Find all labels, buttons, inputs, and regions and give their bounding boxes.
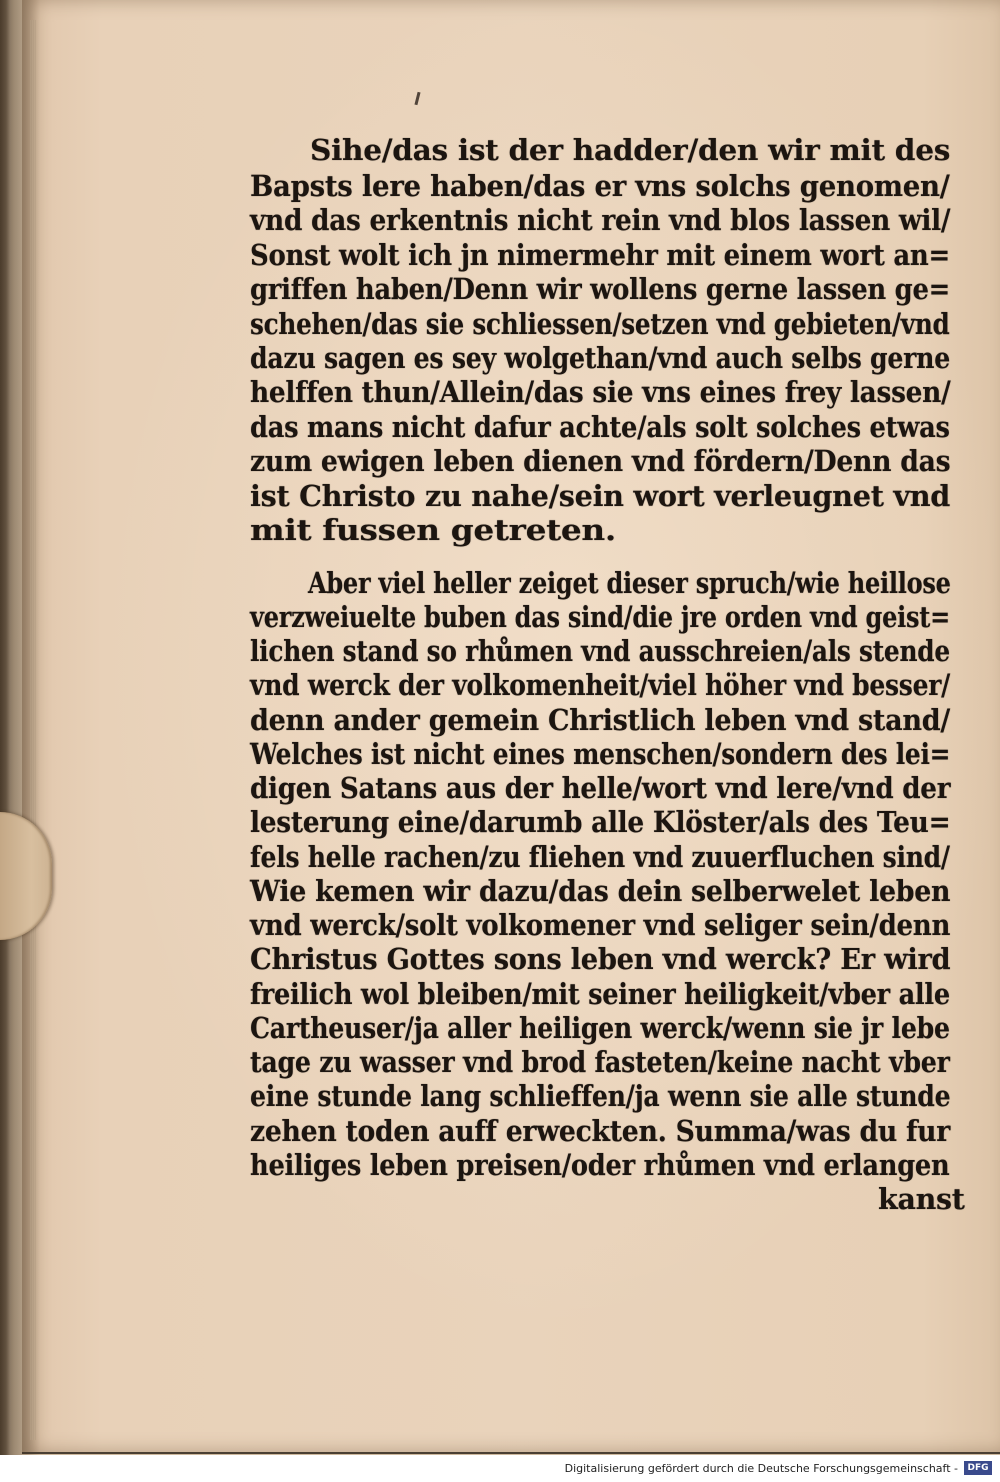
binding-shadow	[0, 0, 40, 1455]
text-line: Sihe/das ist der hadder/den wir mit des	[310, 133, 951, 168]
ink-mark	[414, 92, 420, 105]
text-line: ist Christo zu nahe/sein wort verleugnet vnd	[250, 478, 951, 513]
text-line: das mans nicht dafur achte/als solt solches etwas	[250, 409, 950, 444]
text-line: Welches ist nicht eines menschen/sondern des lei=	[250, 736, 951, 771]
text-line: zum ewigen leben dienen vnd fördern/Denn das	[250, 443, 951, 478]
text-line: Christus Gottes sons leben vnd werck? Er wird	[250, 942, 951, 977]
text-line: denn ander gemein Christlich leben vnd stand/	[250, 702, 950, 737]
text-line: zehen toden auff erweckten. Summa/was du fur	[250, 1113, 951, 1148]
text-line: freilich wol bleiben/mit seiner heiligkeit/vber alle	[250, 976, 950, 1011]
text-line: Sonst wolt ich jn nimermehr mit einem wort an=	[250, 237, 950, 272]
text-line: vnd das erkentnis nicht rein vnd blos lassen wil/	[250, 203, 951, 238]
text-line: tage zu wasser vnd brod fasteten/keine nacht vber	[250, 1045, 950, 1080]
text-line: eine stunde lang schlieffen/ja wenn sie alle stunde	[250, 1079, 951, 1114]
text-line: vnd werck der volkomenheit/viel höher vnd besser/	[250, 668, 951, 703]
text-block	[250, 130, 965, 1216]
text-line: griffen haben/Denn wir wollens gerne lassen ge=	[250, 271, 951, 306]
text-line: mit fussen getreten.	[250, 513, 616, 548]
text-line: Cartheuser/ja aller heiligen werck/wenn sie jr lebe	[250, 1010, 950, 1045]
text-line: digen Satans aus der helle/wort vnd lere/vnd der	[250, 771, 951, 806]
text-line: fels helle rachen/zu fliehen vnd zuuerfluchen sind/	[250, 839, 950, 874]
catchword: kanst	[878, 1182, 965, 1216]
book-page	[22, 0, 1000, 1454]
text-line: Bapsts lere haben/das er vns solchs genomen/	[250, 169, 950, 204]
text-line: verzweiuelte buben das sind/die jre orden vnd geist=	[250, 599, 950, 634]
text-line: helffen thun/Allein/das sie vns eines frey lassen/	[250, 375, 951, 410]
footer-bar	[0, 1455, 1000, 1482]
text-line: dazu sagen es sey wolgethan/vnd auch selbs gerne	[250, 341, 951, 376]
text-line: vnd werck/solt volkomener vnd seliger sein/denn	[250, 908, 951, 943]
text-line: lichen stand so rhůmen vnd ausschreien/als stende	[250, 634, 950, 669]
text-line: schehen/das sie schliessen/setzen vnd gebieten/vnd	[250, 306, 950, 341]
footer-credit: Digitalisierung gefördert durch die Deutsche Forschungsgemeinschaft -	[564, 1462, 958, 1475]
text-line: heiliges leben preisen/oder rhůmen vnd erlangen	[250, 1147, 950, 1182]
text-line: Wie kemen wir dazu/das dein selberwelet leben	[250, 873, 951, 908]
text-line: lesterung eine/darumb alle Klöster/als des Teu=	[250, 805, 951, 840]
text-line: Aber viel heller zeiget dieser spruch/wie heillose	[308, 565, 951, 600]
dfg-logo-icon: DFG	[964, 1461, 992, 1475]
